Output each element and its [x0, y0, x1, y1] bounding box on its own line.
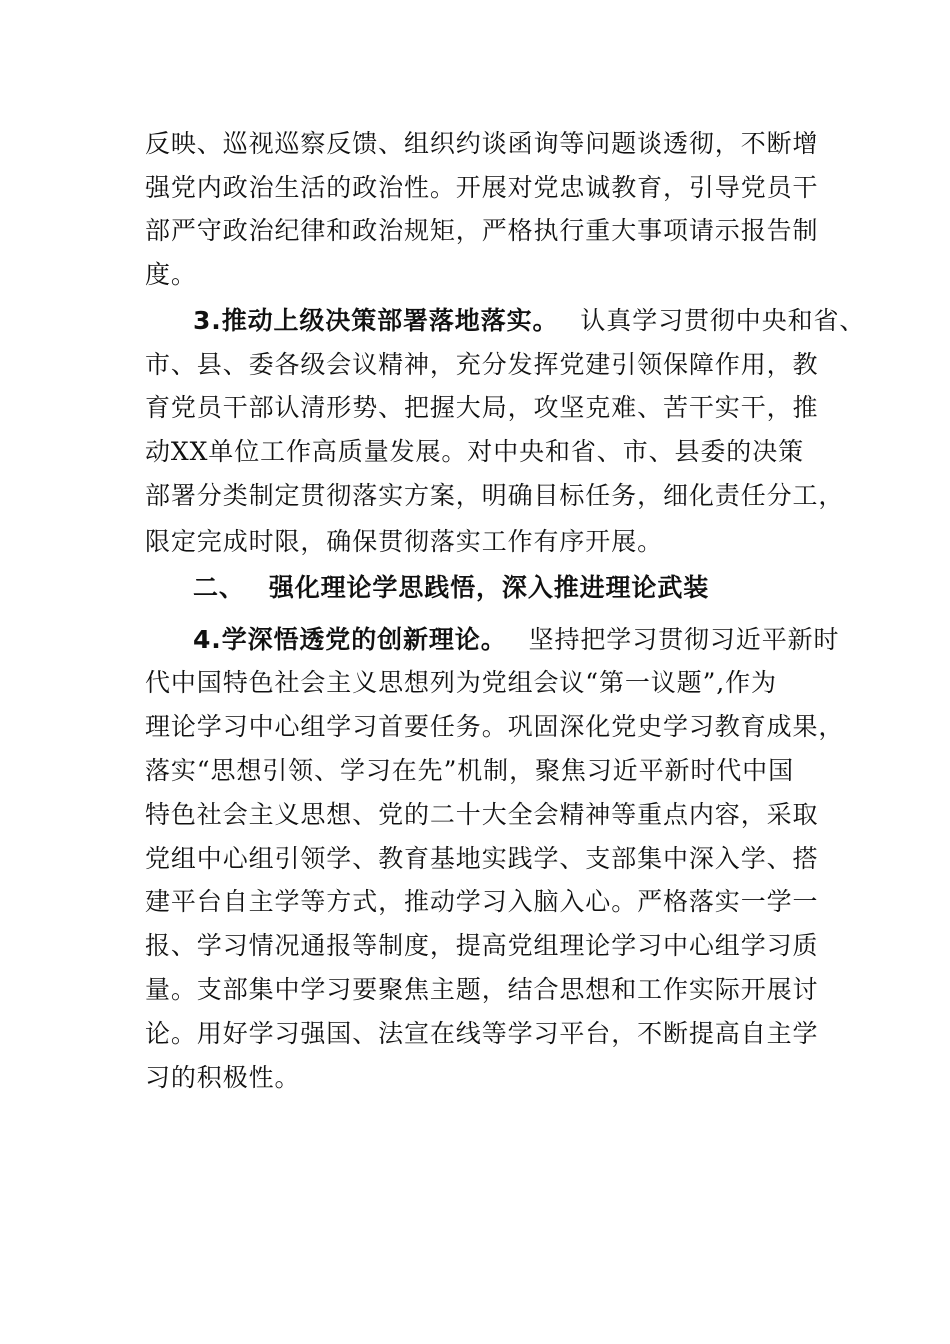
text-line: 量。支部集中学习要聚焦主题，结合思想和工作实际开展讨: [145, 975, 819, 1004]
text-line: 党组中心组引领学、教育基地实践学、支部集中深入学、搭: [145, 844, 819, 873]
text-line: 动XX单位工作高质量发展。对中央和省、市、县委的决策: [145, 437, 804, 466]
item-heading: 4.学深悟透党的创新理论。: [193, 625, 507, 654]
text-line: 代中国特色社会主义思想列为党组会议“第一议题”,作为: [145, 668, 777, 697]
section-title: 强化理论学思践悟，深入推进理论武装: [268, 573, 710, 602]
text-line: 习的积极性。: [145, 1063, 301, 1092]
text-line: 强党内政治生活的政治性。开展对党忠诚教育，引导党员干: [145, 173, 819, 202]
text-line: 部严守政治纪律和政治规矩，严格执行重大事项请示报告制: [145, 216, 819, 245]
text-line: 特色社会主义思想、党的二十大全会精神等重点内容，采取: [145, 800, 819, 829]
text-run: 认真学习贯彻中央和省、: [580, 306, 866, 335]
text-line: 反映、巡视巡察反馈、组织约谈函询等问题谈透彻，不断增: [145, 129, 819, 158]
text-line: 理论学习中心组学习首要任务。巩固深化党史学习教育成果，: [145, 712, 845, 741]
text-line: 育党员干部认清形势、把握大局，攻坚克难、苦干实干，推: [145, 393, 819, 422]
text-run: 坚持把学习贯彻习近平新时: [528, 625, 840, 654]
text-line: 部署分类制定贯彻落实方案，明确目标任务，细化责任分工，: [145, 481, 845, 510]
section-heading: [193, 572, 709, 604]
item-heading: 3.推动上级决策部署落地落实。: [193, 306, 559, 335]
paragraph-first-line: [193, 305, 865, 337]
text-line: 限定完成时限，确保贯彻落实工作有序开展。: [145, 527, 664, 556]
text-line: 度。: [145, 260, 197, 289]
text-line: 市、县、委各级会议精神，充分发挥党建引领保障作用，教: [145, 350, 819, 379]
section-number: 二、: [193, 573, 245, 602]
text-line: 论。用好学习强国、法宣在线等学习平台，不断提高自主学: [145, 1019, 819, 1048]
text-line: 建平台自主学等方式，推动学习入脑入心。严格落实一学一: [145, 887, 819, 916]
text-line: 落实“思想引领、学习在先”机制，聚焦习近平新时代中国: [145, 756, 794, 785]
text-line: 报、学习情况通报等制度，提高党组理论学习中心组学习质: [145, 931, 819, 960]
paragraph-first-line: [193, 624, 839, 656]
